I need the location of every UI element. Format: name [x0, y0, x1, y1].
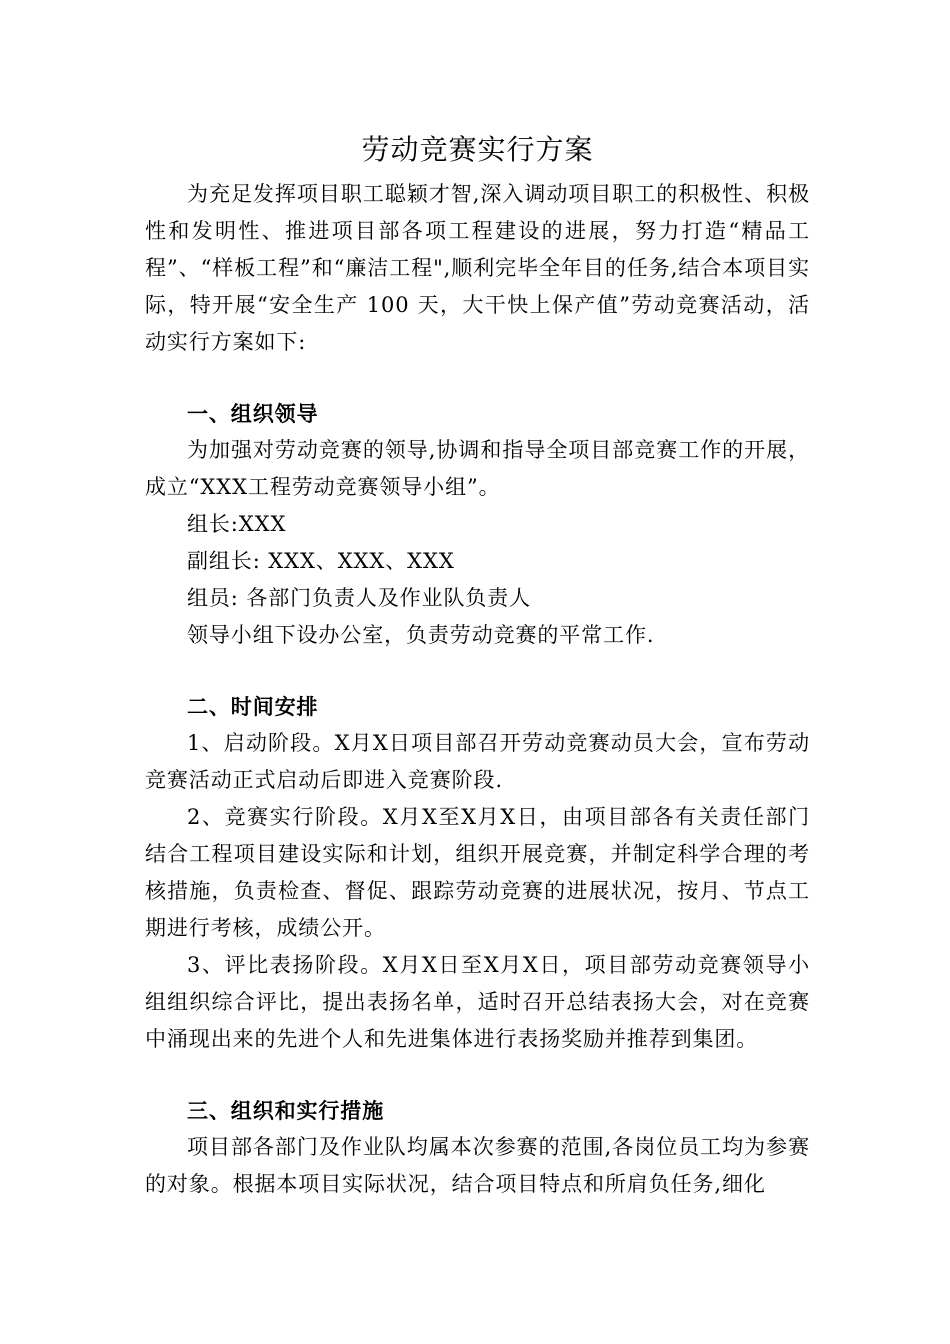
- spacer: [145, 1058, 810, 1092]
- spacer: [145, 361, 810, 395]
- schedule-item: 2、竞赛实行阶段。X月X至X月X日，由项目部各有关责任部门结合工程项目建设实际和计划，组织开展竞赛，并制定科学合理的考核措施，负责检查、督促、跟踪劳动竞赛的进展状况，按月、节点工期进行考核，成绩公开。: [145, 805, 810, 940]
- office-line: 领导小组下设办公室，负责劳动竞赛的平常工作.: [187, 623, 655, 647]
- section1-paragraph: 为加强对劳动竞赛的领导,协调和指导全项目部竞赛工作的开展，成立“XXX工程劳动竞赛领导小组”。: [145, 438, 810, 499]
- section-heading-schedule: 二、时间安排: [187, 694, 319, 719]
- deputy-leader-line: 副组长: XXX、XXX、XXX: [187, 549, 455, 573]
- team-leader-line: 组长:XXX: [187, 512, 287, 536]
- members-line: 组员: 各部门负责人及作业队负责人: [187, 586, 532, 610]
- document-page: [145, 124, 810, 1203]
- schedule-item: 1、启动阶段。X月X日项目部召开劳动竞赛动员大会，宣布劳动竞赛活动正式启动后即进入竞赛阶段.: [145, 731, 810, 792]
- section3-paragraph: 项目部各部门及作业队均属本次参赛的范围,各岗位员工均为参赛的对象。根据本项目实际状况，结合项目特点和所肩负任务,细化: [145, 1135, 810, 1196]
- schedule-item: 3、评比表扬阶段。X月X日至X月X日，项目部劳动竞赛领导小组组织综合评比，提出表扬名单，适时召开总结表扬大会，对在竞赛中涌现出来的先进个人和先进集体进行表扬奖励并推荐到集团。: [145, 953, 810, 1051]
- intro-paragraph: 为充足发挥项目职工聪颖才智,深入调动项目职工的积极性、积极性和发明性、推进项目部各项工程建设的进展，努力打造“精品工程”、“样板工程”和“廉洁工程",顺利完毕全年目的任务,结合本项目实际，特开展“安全生产 100 天，大干快上保产值”劳动竞赛活动，活动实行方案如下:: [145, 182, 810, 354]
- section-heading-measures: 三、组织和实行措施: [187, 1098, 385, 1123]
- spacer: [145, 654, 810, 688]
- document-title: 劳动竞赛实行方案: [361, 133, 594, 166]
- section-heading-organization: 一、组织领导: [187, 401, 319, 426]
